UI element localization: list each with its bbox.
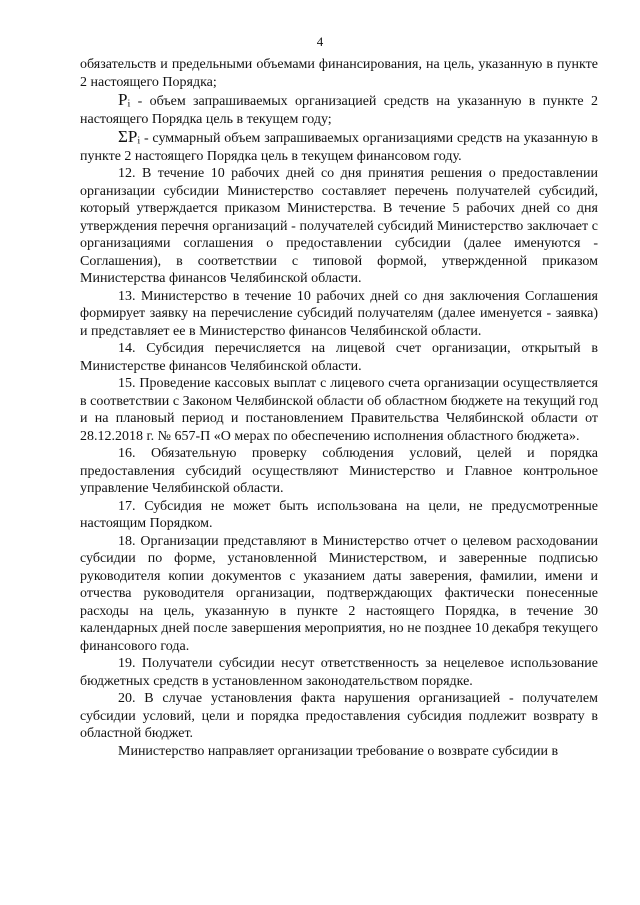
formula-symbol: ΣPᵢ [118,127,141,146]
page-number: 4 [316,34,324,49]
paragraph-continuation: Министерство направляет организации требование о возврате субсидии в [118,743,559,759]
paragraph-16: 16. Обязательную проверку соблюдения условий, целей и порядка предоставления субсидий осуществляют Министерство и Главное контрольное управление Челябинской области. [80,446,598,496]
paragraph-13: 13. Министерство в течение 10 рабочих дней со дня заключения Соглашения формирует заявку на перечисление субсидий получателям (далее именуется - заявка) и представляет ее в Министерство финансов Челябинской области. [80,288,598,339]
paragraph-19: 19. Получатели субсидии несут ответственность за нецелевое использование бюджетных средств в установленном законодательством порядке. [80,656,598,689]
paragraph-20: 20. В случае установления факта нарушения организацией - получателем субсидии условий, цели и порядка предоставления субсидия подлежит возврату в областной бюджет. [80,691,598,741]
paragraph-12: 12. В течение 10 рабочих дней со дня принятия решения о предоставлении организации субсидии Министерство составляет перечень получателей субсидий, который утверждается приказом Министерства. В течение 5 рабочих дней со дня утверждения перечня организаций - получателей субсидий Министерство заключает с организациями соглашения о предоставлении субсидии (далее именуются - Соглашения), в соответствии с типовой формой, утвержденной приказом Министерства финансов Челябинской области. [80,166,598,286]
paragraph-text: - объем запрашиваемых организацией средств на указанную в пункте 2 настоящего Порядка цель в текущем году; [80,94,598,127]
formula-symbol: Pᵢ [118,90,131,109]
formula-definition [80,128,598,165]
paragraph [80,56,598,91]
paragraph-text: обязательств и предельными объемами финансирования, на цель, указанную в пункте 2 настоящего Порядка; [80,57,598,90]
formula-definition [80,91,598,128]
paragraph-18: 18. Организации представляют в Министерство отчет о целевом расходовании субсидии по форме, установленной Министерством, и заверенные подписью руководителя копии документов с указанием даты заверения, фамилии, имени и отчества руководителя организации, подтверждающих фактически понесенные расходы на цель, указанную в пункте 2 настоящего Порядка, в течение 30 календарных дней после завершения мероприятия, но не позднее 10 декабря текущего финансового года. [80,533,598,654]
paragraph-text: - суммарный объем запрашиваемых организациями средств на указанную в пункте 2 настоящего Порядка цель в текущем финансовом году. [80,131,598,164]
paragraph-15: 15. Проведение кассовых выплат с лицевого счета организации осуществляется в соответствии с Законом Челябинской области об областном бюджете на текущий год и на плановый период и постановлением Правительства Челябинской области от 28.12.2018 г. № 657-П «О мерах по обеспечению исполнения областного бюджета». [80,376,598,444]
paragraph-14: 14. Субсидия перечисляется на лицевой счет организации, открытый в Министерстве финансов Челябинской области. [80,341,598,374]
document-body [80,56,598,760]
paragraph-17: 17. Субсидия не может быть использована на цели, не предусмотренные настоящим Порядком. [80,498,598,531]
